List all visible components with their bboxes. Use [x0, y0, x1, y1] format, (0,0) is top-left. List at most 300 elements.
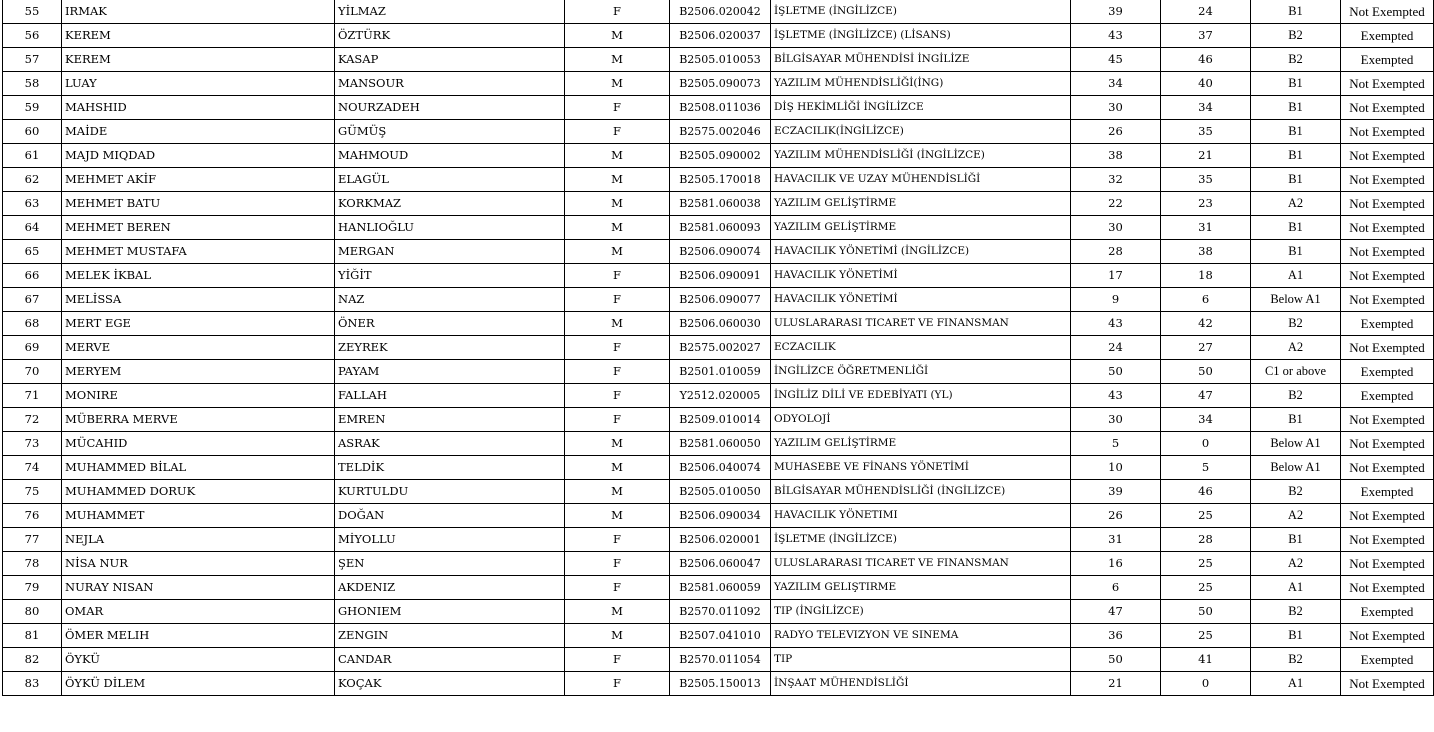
score-1-cell: 31: [1071, 528, 1161, 552]
gender-cell: M: [565, 72, 670, 96]
table-row: [3, 408, 1434, 432]
gender-cell: M: [565, 456, 670, 480]
row-number: 56: [3, 24, 62, 48]
gender-cell: M: [565, 168, 670, 192]
status-cell: Not Exempted: [1341, 432, 1434, 456]
student-id-cell: Y2512.020005: [670, 384, 771, 408]
score-2-cell: 50: [1161, 360, 1251, 384]
level-cell: A1: [1251, 576, 1341, 600]
department-cell: İNŞAAT MÜHENDİSLİĞİ: [771, 672, 1071, 696]
surname-cell: CANDAR: [335, 648, 565, 672]
first-name-cell: MAJD MIQDAD: [62, 144, 335, 168]
results-table: [2, 0, 1434, 696]
table-row: [3, 0, 1434, 24]
status-cell: Exempted: [1341, 360, 1434, 384]
level-cell: A1: [1251, 264, 1341, 288]
gender-cell: F: [565, 96, 670, 120]
surname-cell: MİYOLLU: [335, 528, 565, 552]
status-cell: Exempted: [1341, 600, 1434, 624]
status-cell: Not Exempted: [1341, 120, 1434, 144]
department-cell: YAZILIM GELİŞTİRME: [771, 216, 1071, 240]
surname-cell: KASAP: [335, 48, 565, 72]
first-name-cell: MERT EGE: [62, 312, 335, 336]
status-cell: Not Exempted: [1341, 168, 1434, 192]
first-name-cell: ÖYKÜ DİLEM: [62, 672, 335, 696]
gender-cell: M: [565, 504, 670, 528]
student-id-cell: B2505.010050: [670, 480, 771, 504]
score-2-cell: 35: [1161, 168, 1251, 192]
row-number: 76: [3, 504, 62, 528]
score-1-cell: 5: [1071, 432, 1161, 456]
first-name-cell: IRMAK: [62, 0, 335, 24]
status-cell: Not Exempted: [1341, 240, 1434, 264]
student-id-cell: B2505.090002: [670, 144, 771, 168]
gender-cell: F: [565, 0, 670, 24]
student-id-cell: B2505.170018: [670, 168, 771, 192]
row-number: 73: [3, 432, 62, 456]
row-number: 69: [3, 336, 62, 360]
level-cell: B1: [1251, 96, 1341, 120]
student-id-cell: B2506.060030: [670, 312, 771, 336]
department-cell: İŞLETME (İNGİLİZCE): [771, 528, 1071, 552]
table-row: [3, 576, 1434, 600]
score-2-cell: 34: [1161, 408, 1251, 432]
table-row: [3, 504, 1434, 528]
score-1-cell: 47: [1071, 600, 1161, 624]
table-body: [3, 0, 1434, 696]
level-cell: A2: [1251, 336, 1341, 360]
score-1-cell: 34: [1071, 72, 1161, 96]
table-row: [3, 240, 1434, 264]
score-2-cell: 18: [1161, 264, 1251, 288]
surname-cell: KORKMAZ: [335, 192, 565, 216]
student-id-cell: B2506.020042: [670, 0, 771, 24]
first-name-cell: ÖMER MELIH: [62, 624, 335, 648]
gender-cell: F: [565, 552, 670, 576]
score-1-cell: 43: [1071, 24, 1161, 48]
table-row: [3, 648, 1434, 672]
first-name-cell: MAHSHID: [62, 96, 335, 120]
row-number: 83: [3, 672, 62, 696]
score-1-cell: 39: [1071, 0, 1161, 24]
level-cell: Below A1: [1251, 288, 1341, 312]
score-1-cell: 43: [1071, 384, 1161, 408]
level-cell: B2: [1251, 312, 1341, 336]
table-row: [3, 120, 1434, 144]
first-name-cell: NEJLA: [62, 528, 335, 552]
status-cell: Not Exempted: [1341, 0, 1434, 24]
score-2-cell: 5: [1161, 456, 1251, 480]
level-cell: A2: [1251, 192, 1341, 216]
surname-cell: AKDENIZ: [335, 576, 565, 600]
score-2-cell: 24: [1161, 0, 1251, 24]
surname-cell: MAHMOUD: [335, 144, 565, 168]
level-cell: B2: [1251, 24, 1341, 48]
student-id-cell: B2581.060093: [670, 216, 771, 240]
table-row: [3, 96, 1434, 120]
row-number: 59: [3, 96, 62, 120]
score-1-cell: 38: [1071, 144, 1161, 168]
gender-cell: M: [565, 624, 670, 648]
score-1-cell: 50: [1071, 360, 1161, 384]
level-cell: B1: [1251, 72, 1341, 96]
surname-cell: ÖNER: [335, 312, 565, 336]
surname-cell: TELDİK: [335, 456, 565, 480]
surname-cell: KOÇAK: [335, 672, 565, 696]
row-number: 55: [3, 0, 62, 24]
score-1-cell: 10: [1071, 456, 1161, 480]
student-id-cell: B2506.090091: [670, 264, 771, 288]
student-id-cell: B2506.020037: [670, 24, 771, 48]
surname-cell: HANLIOĞLU: [335, 216, 565, 240]
surname-cell: NAZ: [335, 288, 565, 312]
department-cell: YAZILIM GELIŞTIRME: [771, 576, 1071, 600]
row-number: 65: [3, 240, 62, 264]
row-number: 81: [3, 624, 62, 648]
score-2-cell: 25: [1161, 552, 1251, 576]
student-id-cell: B2505.090073: [670, 72, 771, 96]
student-id-cell: B2506.020001: [670, 528, 771, 552]
department-cell: BİLGİSAYAR MÜHENDİSİ İNGİLİZE: [771, 48, 1071, 72]
table-row: [3, 456, 1434, 480]
table-row: [3, 672, 1434, 696]
first-name-cell: ÖYKÜ: [62, 648, 335, 672]
status-cell: Not Exempted: [1341, 408, 1434, 432]
status-cell: Not Exempted: [1341, 288, 1434, 312]
department-cell: TIP: [771, 648, 1071, 672]
row-number: 71: [3, 384, 62, 408]
first-name-cell: MEHMET BATU: [62, 192, 335, 216]
gender-cell: F: [565, 528, 670, 552]
first-name-cell: MEHMET BEREN: [62, 216, 335, 240]
department-cell: MUHASEBE VE FİNANS YÖNETİMİ: [771, 456, 1071, 480]
first-name-cell: MERVE: [62, 336, 335, 360]
student-id-cell: B2581.060059: [670, 576, 771, 600]
level-cell: B1: [1251, 216, 1341, 240]
surname-cell: YİĞİT: [335, 264, 565, 288]
level-cell: B1: [1251, 408, 1341, 432]
score-2-cell: 34: [1161, 96, 1251, 120]
first-name-cell: MUHAMMED BİLAL: [62, 456, 335, 480]
status-cell: Not Exempted: [1341, 336, 1434, 360]
table-row: [3, 480, 1434, 504]
status-cell: Exempted: [1341, 648, 1434, 672]
surname-cell: FALLAH: [335, 384, 565, 408]
level-cell: B1: [1251, 144, 1341, 168]
first-name-cell: NİSA NUR: [62, 552, 335, 576]
row-number: 67: [3, 288, 62, 312]
score-1-cell: 26: [1071, 504, 1161, 528]
row-number: 58: [3, 72, 62, 96]
table-row: [3, 144, 1434, 168]
row-number: 57: [3, 48, 62, 72]
department-cell: HAVACILIK YÖNETİMİ (İNGİLİZCE): [771, 240, 1071, 264]
row-number: 62: [3, 168, 62, 192]
gender-cell: F: [565, 264, 670, 288]
level-cell: B1: [1251, 0, 1341, 24]
surname-cell: MANSOUR: [335, 72, 565, 96]
score-1-cell: 39: [1071, 480, 1161, 504]
table-row: [3, 432, 1434, 456]
score-1-cell: 45: [1071, 48, 1161, 72]
row-number: 72: [3, 408, 62, 432]
gender-cell: F: [565, 384, 670, 408]
department-cell: ODYOLOJİ: [771, 408, 1071, 432]
score-1-cell: 36: [1071, 624, 1161, 648]
surname-cell: ŞEN: [335, 552, 565, 576]
score-2-cell: 25: [1161, 624, 1251, 648]
score-2-cell: 47: [1161, 384, 1251, 408]
table-row: [3, 24, 1434, 48]
student-id-cell: B2570.011092: [670, 600, 771, 624]
score-1-cell: 26: [1071, 120, 1161, 144]
surname-cell: ELAGÜL: [335, 168, 565, 192]
table-row: [3, 168, 1434, 192]
level-cell: C1 or above: [1251, 360, 1341, 384]
department-cell: RADYO TELEVIZYON VE SINEMA: [771, 624, 1071, 648]
row-number: 77: [3, 528, 62, 552]
score-1-cell: 24: [1071, 336, 1161, 360]
student-id-cell: B2505.010053: [670, 48, 771, 72]
department-cell: TIP (İNGİLİZCE): [771, 600, 1071, 624]
department-cell: YAZILIM GELİŞTİRME: [771, 192, 1071, 216]
first-name-cell: MERYEM: [62, 360, 335, 384]
student-id-cell: B2506.040074: [670, 456, 771, 480]
surname-cell: GHONIEM: [335, 600, 565, 624]
score-1-cell: 30: [1071, 216, 1161, 240]
level-cell: A2: [1251, 504, 1341, 528]
level-cell: A1: [1251, 672, 1341, 696]
status-cell: Not Exempted: [1341, 528, 1434, 552]
status-cell: Exempted: [1341, 312, 1434, 336]
status-cell: Not Exempted: [1341, 96, 1434, 120]
student-id-cell: B2505.150013: [670, 672, 771, 696]
department-cell: HAVACILIK YÖNETİMİ: [771, 264, 1071, 288]
row-number: 68: [3, 312, 62, 336]
first-name-cell: NURAY NISAN: [62, 576, 335, 600]
table-row: [3, 48, 1434, 72]
status-cell: Not Exempted: [1341, 504, 1434, 528]
table-row: [3, 600, 1434, 624]
department-cell: YAZILIM GELİŞTİRME: [771, 432, 1071, 456]
department-cell: HAVACILIK VE UZAY MÜHENDİSLİĞİ: [771, 168, 1071, 192]
department-cell: BİLGİSAYAR MÜHENDİSLİĞİ (İNGİLİZCE): [771, 480, 1071, 504]
score-2-cell: 0: [1161, 672, 1251, 696]
level-cell: B1: [1251, 120, 1341, 144]
first-name-cell: MAİDE: [62, 120, 335, 144]
gender-cell: F: [565, 672, 670, 696]
score-2-cell: 40: [1161, 72, 1251, 96]
student-id-cell: B2575.002046: [670, 120, 771, 144]
department-cell: İŞLETME (İNGİLİZCE): [771, 0, 1071, 24]
gender-cell: F: [565, 408, 670, 432]
status-cell: Not Exempted: [1341, 576, 1434, 600]
score-2-cell: 25: [1161, 504, 1251, 528]
status-cell: Not Exempted: [1341, 264, 1434, 288]
department-cell: HAVACILIK YÖNETIMI: [771, 504, 1071, 528]
gender-cell: M: [565, 432, 670, 456]
score-2-cell: 31: [1161, 216, 1251, 240]
status-cell: Exempted: [1341, 48, 1434, 72]
level-cell: B2: [1251, 48, 1341, 72]
first-name-cell: MÜBERRA MERVE: [62, 408, 335, 432]
student-id-cell: B2508.011036: [670, 96, 771, 120]
row-number: 64: [3, 216, 62, 240]
table-row: [3, 216, 1434, 240]
level-cell: B2: [1251, 384, 1341, 408]
row-number: 79: [3, 576, 62, 600]
surname-cell: ZEYREK: [335, 336, 565, 360]
first-name-cell: MEHMET MUSTAFA: [62, 240, 335, 264]
row-number: 61: [3, 144, 62, 168]
gender-cell: M: [565, 240, 670, 264]
score-2-cell: 28: [1161, 528, 1251, 552]
level-cell: B2: [1251, 648, 1341, 672]
department-cell: YAZILIM MÜHENDİSLİĞİ (İNGİLİZCE): [771, 144, 1071, 168]
level-cell: Below A1: [1251, 432, 1341, 456]
first-name-cell: OMAR: [62, 600, 335, 624]
status-cell: Not Exempted: [1341, 672, 1434, 696]
student-id-cell: B2581.060050: [670, 432, 771, 456]
score-1-cell: 30: [1071, 96, 1161, 120]
score-2-cell: 42: [1161, 312, 1251, 336]
student-id-cell: B2581.060038: [670, 192, 771, 216]
first-name-cell: MEHMET AKİF: [62, 168, 335, 192]
score-2-cell: 46: [1161, 480, 1251, 504]
surname-cell: ZENGIN: [335, 624, 565, 648]
score-2-cell: 50: [1161, 600, 1251, 624]
surname-cell: ÖZTÜRK: [335, 24, 565, 48]
score-1-cell: 28: [1071, 240, 1161, 264]
score-1-cell: 30: [1071, 408, 1161, 432]
level-cell: B1: [1251, 168, 1341, 192]
student-id-cell: B2506.090034: [670, 504, 771, 528]
gender-cell: F: [565, 360, 670, 384]
row-number: 66: [3, 264, 62, 288]
row-number: 75: [3, 480, 62, 504]
gender-cell: F: [565, 576, 670, 600]
surname-cell: MERGAN: [335, 240, 565, 264]
table-row: [3, 528, 1434, 552]
department-cell: İŞLETME (İNGİLİZCE) (LİSANS): [771, 24, 1071, 48]
department-cell: ULUSLARARASI TICARET VE FINANSMAN: [771, 552, 1071, 576]
student-id-cell: B2570.011054: [670, 648, 771, 672]
row-number: 70: [3, 360, 62, 384]
status-cell: Exempted: [1341, 384, 1434, 408]
student-id-cell: B2509.010014: [670, 408, 771, 432]
department-cell: YAZILIM MÜHENDİSLİĞİ(İNG): [771, 72, 1071, 96]
department-cell: İNGİLİZ DİLİ VE EDEBİYATI (YL): [771, 384, 1071, 408]
status-cell: Not Exempted: [1341, 552, 1434, 576]
surname-cell: PAYAM: [335, 360, 565, 384]
score-1-cell: 21: [1071, 672, 1161, 696]
table-row: [3, 624, 1434, 648]
surname-cell: KURTULDU: [335, 480, 565, 504]
first-name-cell: MELİSSA: [62, 288, 335, 312]
level-cell: B1: [1251, 624, 1341, 648]
score-1-cell: 50: [1071, 648, 1161, 672]
surname-cell: GÜMÜŞ: [335, 120, 565, 144]
student-id-cell: B2501.010059: [670, 360, 771, 384]
department-cell: ULUSLARARASI TICARET VE FINANSMAN: [771, 312, 1071, 336]
score-2-cell: 35: [1161, 120, 1251, 144]
gender-cell: M: [565, 480, 670, 504]
gender-cell: M: [565, 192, 670, 216]
score-2-cell: 0: [1161, 432, 1251, 456]
level-cell: B2: [1251, 600, 1341, 624]
table-row: [3, 192, 1434, 216]
table-row: [3, 72, 1434, 96]
first-name-cell: MELEK İKBAL: [62, 264, 335, 288]
score-1-cell: 9: [1071, 288, 1161, 312]
score-2-cell: 23: [1161, 192, 1251, 216]
student-id-cell: B2507.041010: [670, 624, 771, 648]
score-1-cell: 6: [1071, 576, 1161, 600]
department-cell: İNGİLİZCE ÖĞRETMENLİĞİ: [771, 360, 1071, 384]
score-2-cell: 25: [1161, 576, 1251, 600]
gender-cell: F: [565, 120, 670, 144]
status-cell: Not Exempted: [1341, 456, 1434, 480]
department-cell: DİŞ HEKİMLİĞİ İNGİLİZCE: [771, 96, 1071, 120]
surname-cell: NOURZADEH: [335, 96, 565, 120]
surname-cell: ASRAK: [335, 432, 565, 456]
score-2-cell: 6: [1161, 288, 1251, 312]
table-row: [3, 312, 1434, 336]
first-name-cell: KEREM: [62, 24, 335, 48]
row-number: 60: [3, 120, 62, 144]
status-cell: Not Exempted: [1341, 144, 1434, 168]
gender-cell: M: [565, 600, 670, 624]
surname-cell: YİLMAZ: [335, 0, 565, 24]
gender-cell: M: [565, 216, 670, 240]
table-row: [3, 336, 1434, 360]
first-name-cell: MÜCAHID: [62, 432, 335, 456]
gender-cell: M: [565, 48, 670, 72]
score-2-cell: 21: [1161, 144, 1251, 168]
score-2-cell: 46: [1161, 48, 1251, 72]
status-cell: Not Exempted: [1341, 192, 1434, 216]
score-1-cell: 43: [1071, 312, 1161, 336]
gender-cell: M: [565, 144, 670, 168]
row-number: 74: [3, 456, 62, 480]
row-number: 78: [3, 552, 62, 576]
student-id-cell: B2506.090077: [670, 288, 771, 312]
first-name-cell: MUHAMMED DORUK: [62, 480, 335, 504]
first-name-cell: MUHAMMET: [62, 504, 335, 528]
level-cell: A2: [1251, 552, 1341, 576]
status-cell: Exempted: [1341, 24, 1434, 48]
table-row: [3, 360, 1434, 384]
row-number: 80: [3, 600, 62, 624]
status-cell: Not Exempted: [1341, 624, 1434, 648]
table-row: [3, 384, 1434, 408]
department-cell: ECZACILIK(İNGİLİZCE): [771, 120, 1071, 144]
row-number: 82: [3, 648, 62, 672]
score-1-cell: 16: [1071, 552, 1161, 576]
row-number: 63: [3, 192, 62, 216]
gender-cell: M: [565, 312, 670, 336]
score-2-cell: 38: [1161, 240, 1251, 264]
level-cell: B1: [1251, 240, 1341, 264]
surname-cell: EMREN: [335, 408, 565, 432]
gender-cell: F: [565, 336, 670, 360]
score-1-cell: 17: [1071, 264, 1161, 288]
score-2-cell: 27: [1161, 336, 1251, 360]
gender-cell: F: [565, 288, 670, 312]
score-1-cell: 22: [1071, 192, 1161, 216]
level-cell: B1: [1251, 528, 1341, 552]
status-cell: Exempted: [1341, 480, 1434, 504]
